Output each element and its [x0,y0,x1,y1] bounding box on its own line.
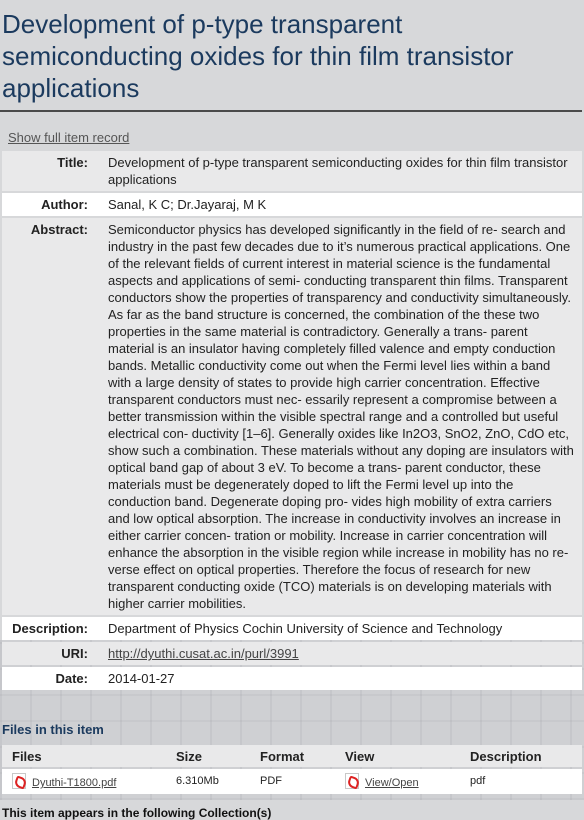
file-description: pdf [460,769,582,794]
metadata-label: Abstract: [2,218,88,615]
show-full-record-link[interactable]: Show full item record [8,130,130,145]
view-cell [335,769,460,794]
metadata-row-author [2,193,582,216]
metadata-value: Development of p-type transparent semiconducting oxides for thin film transistor applications [88,151,582,191]
metadata-row-title [2,151,582,191]
file-link[interactable]: Dyuthi-T1800.pdf [32,777,117,789]
column-header-view: View [335,745,460,767]
metadata-value [88,642,582,665]
files-header-row [2,745,582,767]
files-heading: Files in this item [2,722,104,737]
file-row [2,769,582,794]
column-header-description: Description [460,745,582,767]
file-cell [2,769,166,794]
metadata-value: Semiconductor physics has developed significantly in the field of re- search and industry in the past few decades due to it’s numerous practical applications. One of the relevant fields of current interest in material science is the fundamental aspects and applications of semi- conducting transparent thin films. Transparent conductors show the properties of transparency and conductivity simultaneously. As far as the band structure is concerned, the combination of the these two properties in the same material is contradictory. Generally a trans- parent material is an insulator having completely filled valence and empty conduction bands. Metallic conductivity come out when the Fermi level lies within a band with a large density of states to provide high carrier concentration. Effective transparent conductors must nec- essarily represent a compromise between a better transmission within the visible spectral range and a controlled but useful electrical con- ductivity [1–6]. Generally oxides like In2O3, SnO2, ZnO, CdO etc, show such a combination. These materials without any doping are insulators with optical band gap of about 3 eV. To become a trans- parent conductor, these materials must be degenerately doped to lift the Fermi level up into the conduction band. Degenerate doping pro- vides high mobility of extra carriers and low optical absorption. The increase in conductivity involves an increase in either carrier concen- tration or mobility. Increase in carrier concentration will enhance the absorption in the visible region while increase in mobility has no re- verse effect on optical properties. Therefore the focus of research for new transparent conducting oxide (TCO) materials is on developing materials with higher carrier mobilities. [88,218,582,615]
metadata-label: URI: [2,642,88,665]
files-table [2,743,582,796]
pdf-icon [345,773,359,789]
uri-link[interactable]: http://dyuthi.cusat.ac.in/purl/3991 [108,646,299,661]
metadata-label: Description: [2,617,88,640]
metadata-row-date [2,667,582,690]
metadata-value: Sanal, K C; Dr.Jayaraj, M K [88,193,582,216]
file-size: 6.310Mb [166,769,250,794]
column-header-files: Files [2,745,166,767]
pdf-icon [12,773,26,789]
metadata-label: Author: [2,193,88,216]
column-header-size: Size [166,745,250,767]
collections-heading: This item appears in the following Collection(s) [2,806,272,820]
metadata-label: Date: [2,667,88,690]
file-format: PDF [250,769,335,794]
metadata-table [2,149,582,692]
metadata-row-abstract [2,218,582,615]
metadata-value: 2014-01-27 [88,667,582,690]
metadata-row-uri [2,642,582,665]
metadata-value: Department of Physics Cochin University of Science and Technology [88,617,582,640]
metadata-row-description [2,617,582,640]
page-title: Development of p-type transparent semiconducting oxides for thin film transistor applications [0,0,582,112]
column-header-format: Format [250,745,335,767]
view-open-link[interactable]: View/Open [365,777,419,789]
metadata-label: Title: [2,151,88,191]
